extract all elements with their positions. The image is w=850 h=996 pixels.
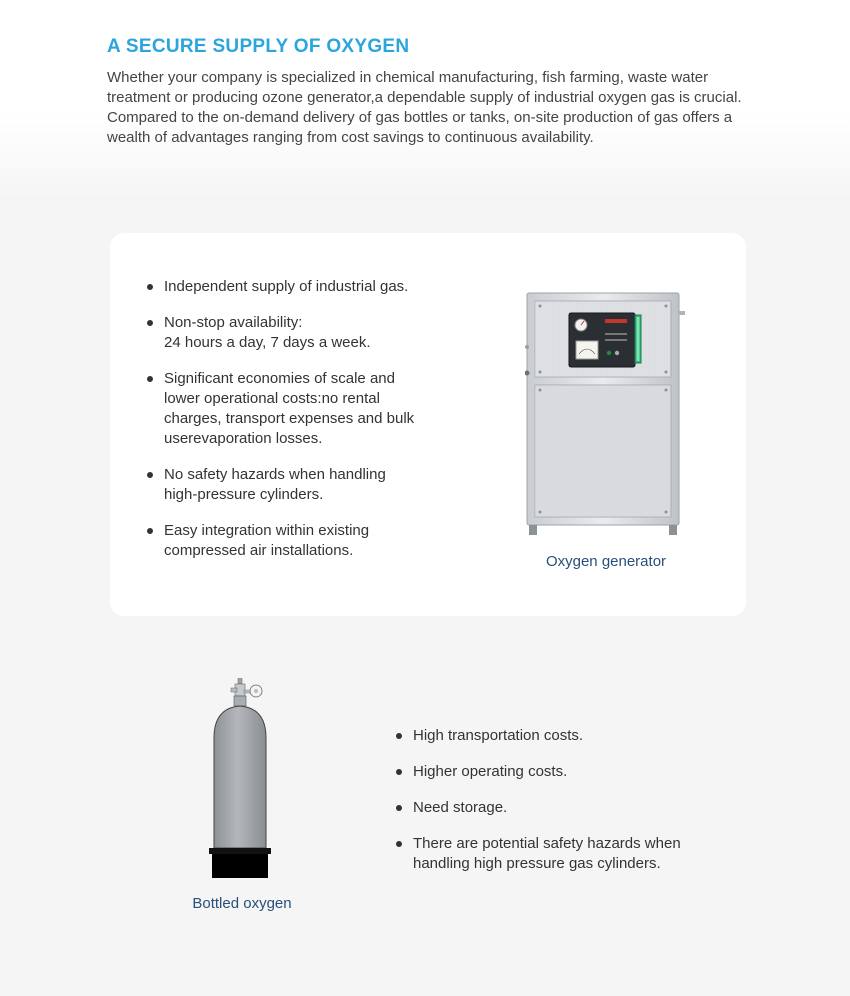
list-item — [147, 369, 447, 449]
intro-section — [107, 36, 767, 148]
bullet-line: There are potential safety hazards when — [413, 835, 681, 852]
section-title: A SECURE SUPPLY OF OXYGEN — [107, 36, 410, 57]
oxygen-generator-icon — [525, 291, 687, 539]
list-item — [396, 726, 736, 746]
bullet-line: compressed air installations. — [164, 542, 354, 559]
bullet-line: 24 hours a day, 7 days a week. — [164, 334, 371, 351]
list-item — [147, 313, 447, 353]
generator-card — [110, 233, 746, 616]
bullet-line: userevaporation losses. — [164, 430, 323, 447]
bullet-line: lower operational costs:no rental — [164, 390, 380, 407]
bullet-line: charges, transport expenses and bulk — [164, 410, 415, 427]
bullet-line: Need storage. — [413, 799, 508, 816]
generator-advantages-list — [147, 277, 447, 577]
list-item — [396, 762, 736, 782]
gas-cylinder-icon — [204, 678, 276, 880]
bullet-line: Non-stop availability: — [164, 314, 303, 331]
generator-caption: Oxygen generator — [545, 553, 667, 570]
bullet-line: Independent supply of industrial gas. — [164, 278, 409, 295]
bullet-line: Higher operating costs. — [413, 763, 568, 780]
list-item — [147, 521, 447, 561]
bullet-line: Easy integration within existing — [164, 522, 370, 539]
list-item — [147, 277, 447, 297]
cylinder-caption: Bottled oxygen — [192, 895, 292, 912]
bullet-line: high-pressure cylinders. — [164, 486, 324, 503]
list-item — [396, 798, 736, 818]
bullet-line: handling high pressure gas cylinders. — [413, 855, 661, 872]
list-item — [396, 834, 736, 874]
bullet-line: No safety hazards when handling — [164, 466, 386, 483]
bullet-line: Significant economies of scale and — [164, 370, 395, 387]
list-item — [147, 465, 447, 505]
intro-paragraph: Whether your company is specialized in chemical manufacturing, fish farming, waste water treatment or producing ozone generator,a dependable supply of industrial oxygen gas is crucial. Compared to the on-demand delivery of gas bottles or tanks, on-site production of gas offers a wealth of advantages ranging from cost savings to continuous availability. — [107, 69, 742, 146]
bullet-line: High transportation costs. — [413, 727, 584, 744]
bottled-disadvantages-list — [396, 726, 736, 890]
